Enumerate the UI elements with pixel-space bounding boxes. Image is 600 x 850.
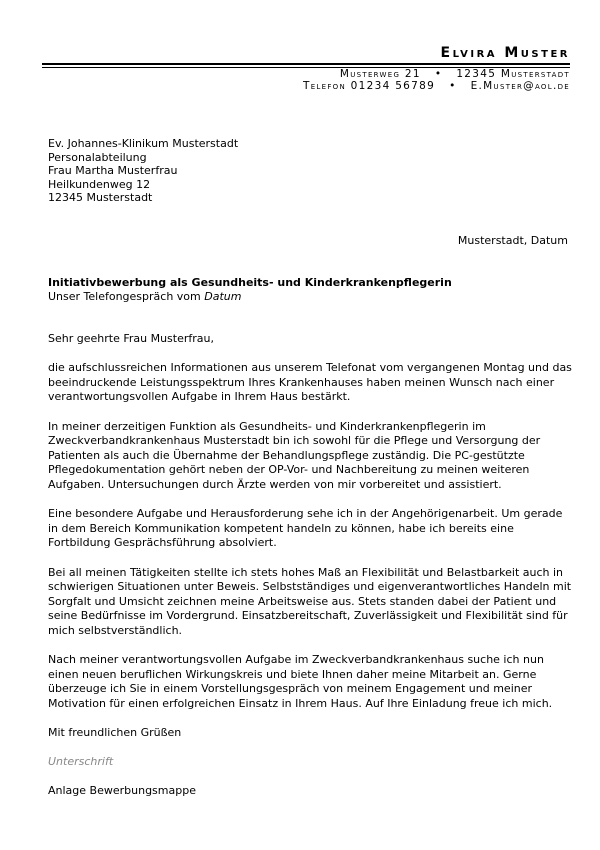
- separator-dot: •: [449, 80, 457, 92]
- sender-email: E.Muster@aol.de: [470, 80, 570, 92]
- enclosure-note: Anlage Bewerbungsmappe: [48, 784, 196, 798]
- recipient-street: Heilkundenweg 12: [48, 177, 151, 191]
- letter-body: [48, 332, 573, 814]
- body-paragraph-2: In meiner derzeitigen Funktion als Gesundheits- und Kinderkrankenpflegerin im Zweckverbandkrankenhaus Musterstadt bin ich sowohl für die Pflege und Versorgung der Patienten als auch die Übernahme der Behandlungspflege zuständig. Die PC-gestützte Pflegedokumentation gehört neben der OP-Vor- und Nachbereitung zu meinen weiteren Aufgaben. Untersuchungen durch Ärzte werden von mir vorbereitet und assistiert.: [48, 419, 541, 491]
- closing: Mit freundlichen Grüßen: [48, 726, 182, 740]
- sender-phone: Telefon 01234 56789: [302, 80, 436, 92]
- subject-reference-prefix: Unser Telefongespräch vom: [48, 290, 205, 303]
- sender-zip-city: 12345 Musterstadt: [456, 68, 570, 80]
- sender-address-line: [340, 68, 570, 80]
- body-paragraph-4: Bei all meinen Tätigkeiten stellte ich stets hohes Maß an Flexibilität und Belastbarkeit auch in schwierigen Situationen unter Beweis. Selbstständiges und eigenverantwortliches Handeln mit Sorgfalt und Umsicht zeichnen meine Arbeitsweise aus. Stets standen dabei der Patient und seine Bedürfnisse im Vordergrund. Einsatzbereitschaft, Zuverlässigkeit und Flexibilität sind für mich selbstverständlich.: [48, 565, 572, 637]
- sender-name: Elvira Muster: [440, 45, 570, 61]
- subject-line: Initiativbewerbung als Gesundheits- und Kinderkrankenpflegerin: [48, 276, 452, 289]
- letterhead-rule-thick: [42, 63, 570, 65]
- subject-reference: [48, 290, 452, 304]
- recipient-address: [48, 137, 238, 205]
- recipient-zip-city: 12345 Musterstadt: [48, 191, 153, 205]
- recipient-contact-person: Frau Martha Musterfrau: [48, 164, 178, 178]
- separator-dot: •: [434, 68, 443, 80]
- recipient-organization: Ev. Johannes-Klinikum Musterstadt: [48, 137, 239, 150]
- sender-street: Musterweg 21: [339, 68, 421, 80]
- sender-contact-line: [303, 80, 570, 92]
- place-date: Musterstadt, Datum: [457, 234, 568, 247]
- body-paragraph-1: die aufschlussreichen Informationen aus unserem Telefonat vom vergangenen Montag und das beeindruckende Leistungsspektrum Ihres Krankenhauses haben meinen Wunsch nach einer verantwortungsvollen Aufgabe in Ihrem Haus bestärkt.: [48, 361, 572, 404]
- subject-reference-date: Datum: [204, 290, 242, 303]
- recipient-department: Personalabteilung: [48, 150, 147, 164]
- subject-block: [48, 276, 452, 304]
- salutation: Sehr geehrte Frau Musterfrau,: [48, 332, 214, 345]
- body-paragraph-5: Nach meiner verantwortungsvollen Aufgabe im Zweckverbandkrankenhaus suche ich nun einen neuen beruflichen Wirkungskreis und biete Ihnen daher meine Mitarbeit an. Gerne überzeuge ich Sie in einem Vorstellungsgespräch von meinem Engagement und meiner Motivation für einen erfolgreichen Einsatz in Ihrem Haus. Auf Ihre Einladung freue ich mich.: [48, 653, 553, 710]
- body-paragraph-3: Eine besondere Aufgabe und Herausforderung sehe ich in der Angehörigenarbeit. Um gerade in dem Bereich Kommunikation kompetent handeln zu können, habe ich bereits eine Fortbildung Gesprächsführung absolviert.: [48, 507, 563, 550]
- signature-placeholder: Unterschrift: [48, 755, 114, 769]
